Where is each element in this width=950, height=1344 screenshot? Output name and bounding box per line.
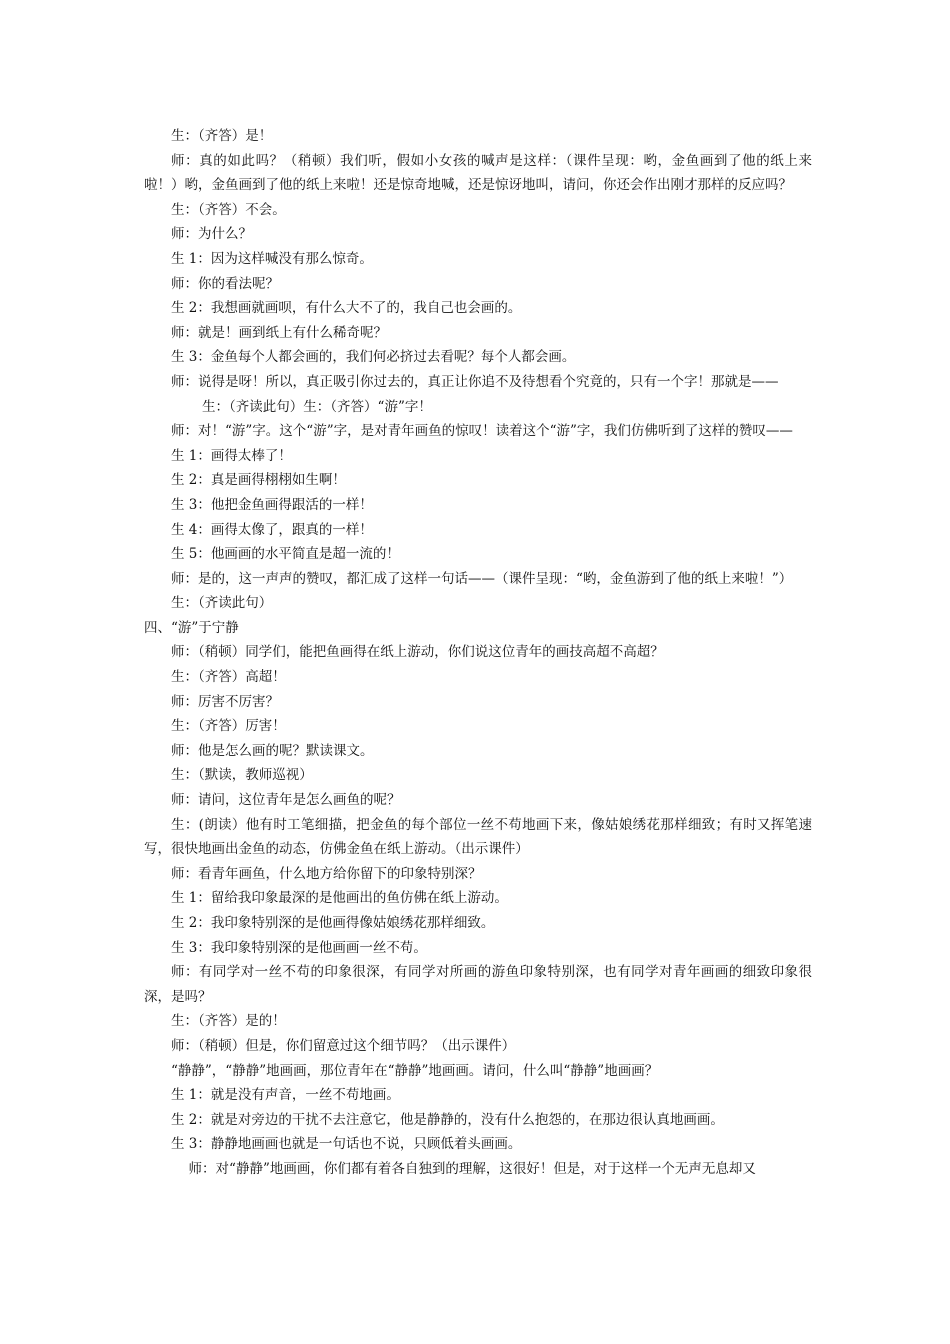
paragraph: 师：看青年画鱼，什么地方给你留下的印象特别深？ [171,865,482,882]
paragraph: 生 1：因为这样喊没有那么惊奇。 [171,250,373,267]
paragraph: 师：对“静静”地画画，你们都有着各自独到的理解，这很好！但是，对于这样一个无声无息却又 [188,1160,756,1177]
paragraph: 生 3：静静地画画也就是一句话也不说，只顾低着头画画。 [171,1136,522,1153]
paragraph: 师：为什么？ [171,226,252,243]
paragraph: 师：你的看法呢？ [171,275,279,292]
paragraph: 师：（稍顿）同学们，能把鱼画得在纸上游动，你们说这位青年的画技高超不高超？ [171,644,664,661]
paragraph: 生 4：画得太像了，跟真的一样！ [171,521,373,538]
paragraph: 生：（齐答）是的！ [171,1013,286,1030]
paragraph: 生 5：他画画的水平简直是超一流的！ [171,546,400,563]
paragraph: 师：（稍顿）但是，你们留意过这个细节吗？（出示课件） [171,1037,516,1054]
paragraph: 师：说得是呀！所以，真正吸引你过去的，真正让你追不及待想看个究竟的，只有一个字！那就是—— [171,373,779,390]
paragraph: “静静”，“静静”地画画，那位青年在“静静”地画画。请问，什么叫“静静”地画画？ [171,1062,659,1079]
paragraph: 师：请问，这位青年是怎么画鱼的呢？ [171,792,401,809]
paragraph: 生：（齐答）是！ [171,128,273,144]
paragraph: 生：（齐读此句）生：（齐答）“游”字！ [202,398,432,415]
section-heading: 四、“游”于宁静 [144,619,239,636]
paragraph: 生：（默读，教师巡视） [171,767,313,784]
paragraph: 师：厉害不厉害？ [171,693,279,710]
paragraph: 生：（齐答）不会。 [171,201,286,218]
paragraph: 生：（齐答）高超！ [171,669,286,686]
paragraph: 师：就是！画到纸上有什么稀奇呢？ [171,324,387,341]
paragraph: 生 3：他把金鱼画得跟活的一样！ [171,496,373,513]
paragraph: 生 2：我印象特别深的是他画得像姑娘绣花那样细致。 [171,915,495,931]
paragraph: 生 1：留给我印象最深的是他画出的鱼仿佛在纸上游动。 [171,890,508,907]
paragraph: 生 1：就是没有声音，一丝不苟地画。 [171,1087,400,1104]
paragraph: 师：真的如此吗？（稍顿）我们听，假如小女孩的喊声是这样：（课件呈现：哟，金鱼画到了他的纸上来啦！）哟，金鱼画到了他的纸上来啦！还是惊奇地喊，还是惊讶地叫，请问，你还会作出刚才那样的反应吗？ [144,152,812,194]
paragraph: 生：(朗读）他有时工笔细描，把金鱼的每个部位一丝不苟地画下来，像姑娘绣花那样细致；有时又挥笔速写，很快地画出金鱼的动态，仿佛金鱼在纸上游动。（出示课件） [144,816,812,858]
paragraph: 生 1：画得太棒了！ [171,447,292,464]
paragraph: 生 3：金鱼每个人都会画的，我们何必挤过去看呢？每个人都会画。 [171,349,576,366]
paragraph: 生 2：我想画就画呗，有什么大不了的，我自己也会画的。 [171,300,522,317]
paragraph: 生 2：真是画得栩栩如生啊！ [171,472,346,489]
paragraph: 生 3：我印象特别深的是他画画一丝不苟。 [171,939,427,956]
paragraph: 生：（齐答）厉害！ [171,718,286,735]
paragraph: 师：他是怎么画的呢？默读课文。 [171,742,374,759]
paragraph: 师：是的，这一声声的赞叹，都汇成了这样一句话——（课件呈现：“哟，金鱼游到了他的纸上来啦！”） [171,570,793,587]
paragraph: 师：对！“游”字。这个“游”字，是对青年画鱼的惊叹！读着这个“游”字，我们仿佛听到了这样的赞叹—— [171,423,793,440]
paragraph: 师：有同学对一丝不苟的印象很深，有同学对所画的游鱼印象特别深，也有同学对青年画画的细致印象很深，是吗？ [144,964,812,1005]
paragraph: 生 2：就是对旁边的干扰不去注意它，他是静静的，没有什么抱怨的，在那边很认真地画画。 [171,1111,724,1128]
paragraph: 生：（齐读此句） [171,595,273,612]
document-body [144,124,812,1182]
